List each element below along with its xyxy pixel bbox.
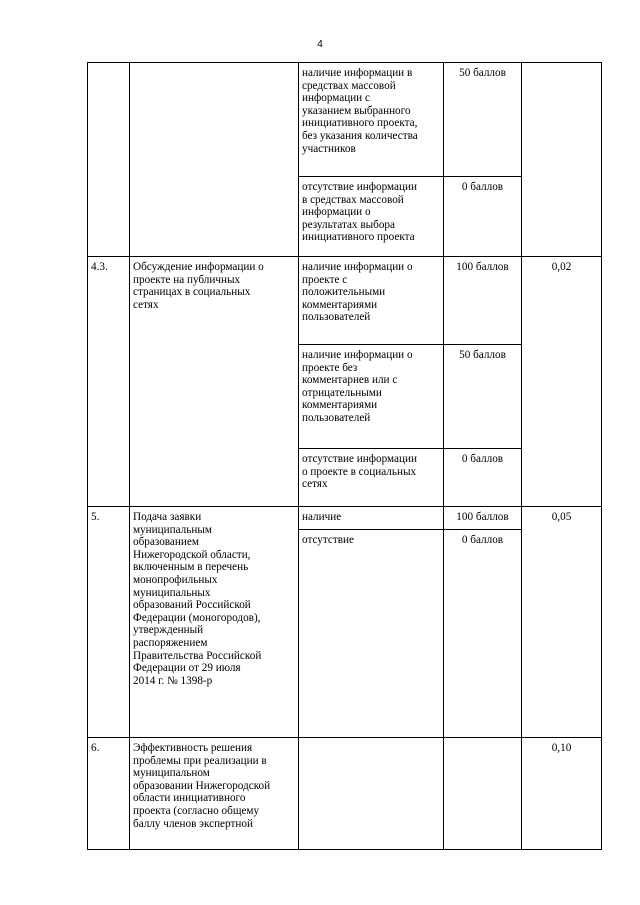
criterion-line: Федерации от 29 июля <box>133 662 241 675</box>
criterion-line: муниципальных <box>133 586 211 599</box>
criterion-line: проблемы при реализации в <box>133 754 267 767</box>
table-row <box>88 257 602 345</box>
condition-line: комментариями <box>302 298 378 311</box>
score-value: 50 баллов <box>444 63 522 177</box>
condition-line: информации с <box>302 92 370 105</box>
condition-text <box>299 507 444 530</box>
condition-line: инициативного проекта <box>302 231 415 244</box>
criteria-table <box>87 62 602 850</box>
criterion-text <box>130 738 299 850</box>
condition-line: наличие информации о <box>302 349 413 361</box>
criterion-line: Эффективность решения <box>133 742 253 754</box>
criterion-line: образовании Нижегородской <box>133 779 271 792</box>
condition-text <box>299 530 444 738</box>
condition-line: проекте с <box>302 273 348 286</box>
condition-line: наличие информации в <box>302 67 413 79</box>
criterion-line: проекте на публичных <box>133 273 241 286</box>
condition-line: указанием выбранного <box>302 104 411 117</box>
criterion-line: Правительства Российской <box>133 649 262 662</box>
condition-text <box>299 177 444 257</box>
criterion-text <box>130 507 299 738</box>
criterion-line: включенным в перечень <box>133 561 249 574</box>
criterion-line: области инициативного <box>133 792 246 805</box>
condition-line: о проекте в социальных <box>302 465 417 478</box>
criterion-line: Нижегородской области, <box>133 548 251 561</box>
criterion-line: утвержденный <box>133 624 204 637</box>
criterion-line: проекта (согласно общему <box>133 804 260 817</box>
criterion-text <box>130 63 299 257</box>
condition-line: сетях <box>302 478 328 491</box>
condition-line: результатах выбора <box>302 218 395 231</box>
condition-line: проекте без <box>302 361 358 374</box>
condition-line: комментариев или с <box>302 374 398 387</box>
page-number: 4 <box>317 39 323 50</box>
criterion-line: 2014 г. № 1398-р <box>133 674 213 687</box>
condition-line: без указания количества <box>302 129 418 142</box>
criterion-line: распоряжением <box>133 636 208 649</box>
condition-text <box>299 738 444 850</box>
condition-line: комментариями <box>302 399 378 412</box>
criterion-line: сетях <box>133 298 159 311</box>
criterion-line: монопрофильных <box>133 573 218 586</box>
condition-line: наличие <box>302 511 342 523</box>
score-value: 0 баллов <box>444 177 522 257</box>
condition-line: положительными <box>302 286 386 299</box>
criterion-line: баллу членов экспертной <box>133 817 253 830</box>
criterion-line: образований Российской <box>133 599 251 612</box>
condition-line: инициативного проекта, <box>302 117 418 130</box>
score-value: 100 баллов <box>444 507 522 530</box>
criterion-text <box>130 257 299 507</box>
weight-coefficient: 0,02 <box>522 257 602 507</box>
condition-line: отрицательными <box>302 386 382 399</box>
criterion-line: Подача заявки <box>133 511 202 523</box>
weight-coefficient <box>522 63 602 257</box>
score-value: 100 баллов <box>444 257 522 345</box>
condition-line: средствах массовой <box>302 79 396 92</box>
criterion-line: муниципальным <box>133 523 212 536</box>
condition-line: отсутствие информации <box>302 453 417 465</box>
weight-coefficient: 0,05 <box>522 507 602 738</box>
condition-line: наличие информации о <box>302 261 413 273</box>
condition-text <box>299 449 444 507</box>
item-number <box>88 63 130 257</box>
item-number: 6. <box>88 738 130 850</box>
criterion-line: Обсуждение информации о <box>133 261 264 273</box>
condition-text <box>299 345 444 449</box>
condition-line: в средствах массовой <box>302 193 404 206</box>
criterion-line: Федерации (моногородов), <box>133 611 261 624</box>
score-value: 0 баллов <box>444 449 522 507</box>
score-value <box>444 738 522 850</box>
table-row <box>88 63 602 177</box>
condition-line: пользователей <box>302 311 371 324</box>
condition-text <box>299 63 444 177</box>
score-value: 50 баллов <box>444 345 522 449</box>
condition-line: отсутствие <box>302 534 354 546</box>
criterion-line: страницах в социальных <box>133 286 251 299</box>
item-number: 4.3. <box>88 257 130 507</box>
table-row <box>88 738 602 850</box>
condition-line: информации о <box>302 206 371 219</box>
condition-text <box>299 257 444 345</box>
condition-line: пользователей <box>302 411 371 424</box>
table-row <box>88 507 602 530</box>
score-value: 0 баллов <box>444 530 522 738</box>
condition-line: отсутствие информации <box>302 181 417 193</box>
criterion-line: муниципальном <box>133 767 210 780</box>
weight-coefficient: 0,10 <box>522 738 602 850</box>
item-number: 5. <box>88 507 130 738</box>
criterion-line: образованием <box>133 536 199 549</box>
condition-line: участников <box>302 142 356 155</box>
